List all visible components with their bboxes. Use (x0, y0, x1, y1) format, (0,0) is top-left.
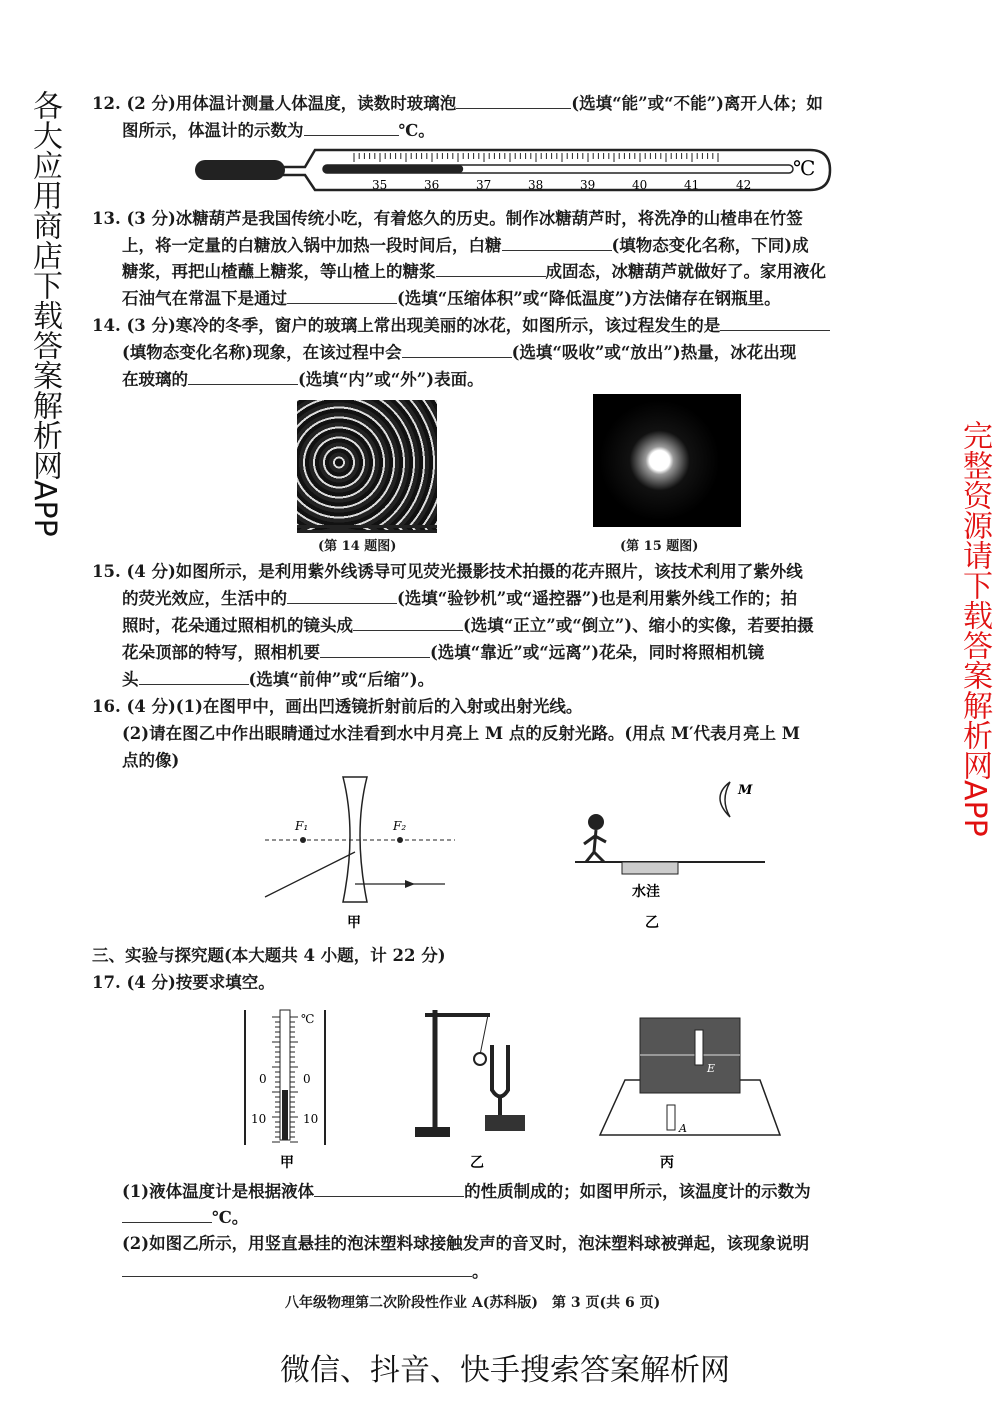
celsius-unit: ℃ (793, 156, 816, 180)
answer-blank[interactable] (456, 107, 571, 109)
candle-e (695, 1030, 703, 1065)
answer-blank[interactable] (314, 1195, 464, 1197)
thermometer-bulb (195, 160, 285, 180)
q17-sub1-line2 (122, 1204, 248, 1228)
q13-text: 上，将一定量的白糖放入锅中加热一段时间后，白糖 (122, 236, 502, 255)
string (480, 1015, 488, 1055)
q12-text: 12. (2 分)用体温计测量人体温度，读数时玻璃泡 (92, 94, 457, 113)
person-head (588, 814, 604, 830)
f1-label: F₁ (295, 819, 309, 833)
q15-line4 (122, 639, 764, 663)
figure-15-caption: (第 15 题图) (620, 539, 699, 554)
q15-text: 花朵顶部的特写，照相机要 (122, 643, 320, 662)
figure-b-caption: 乙 (645, 915, 659, 931)
q14-text: (选填“内”或“外”)表面。 (298, 370, 484, 389)
stand-base (415, 1127, 450, 1137)
fluorescent-flower-photo (593, 394, 741, 527)
liquid-thermometer-figure (235, 1005, 335, 1175)
q13-text: 糖浆，再把山楂蘸上糖浆，等山楂上的糖浆 (122, 262, 436, 281)
q15-text: (选填“正立”或“倒立”)、缩小的实像，若要拍摄 (463, 616, 814, 635)
q15-text: 头 (122, 670, 139, 689)
q13-text: (填物态变化名称，下同)成 (611, 236, 809, 255)
q15-line3 (122, 612, 814, 636)
concave-lens-figure (255, 772, 465, 937)
mercury-column (323, 165, 463, 173)
water-puddle (622, 862, 678, 874)
liquid-column (282, 1090, 288, 1140)
q12-text: (选填“能”或“不能”)离开人体；如 (571, 94, 823, 113)
person-figure (584, 830, 606, 862)
answer-blank[interactable] (320, 656, 430, 658)
label-e: E (707, 1062, 716, 1075)
moon-icon (720, 782, 730, 817)
clinical-thermometer-figure (195, 145, 835, 195)
q15-text: 照时，花朵通过照相机的镜头成 (122, 616, 353, 635)
q17-text: 。 (472, 1262, 489, 1281)
q12-text: ℃。 (398, 121, 435, 140)
tick-label: 35 (372, 178, 388, 192)
q15-text: (选填“靠近”或“远离”)花朵，同时将照相机镜 (430, 643, 765, 662)
answer-blank[interactable] (122, 1275, 472, 1277)
watermark-text: 各大应用商店下载答案解析网APP (27, 90, 62, 537)
resonance-box (485, 1115, 525, 1131)
q15-text: (选填“前伸”或“后缩”)。 (248, 670, 435, 689)
watermark-text-red: 完整资源请下载答案解析网APP (957, 420, 992, 837)
watermark-text: 微信、抖音、快手搜索答案解析网 (280, 1353, 730, 1388)
arrow-icon (405, 880, 415, 888)
answer-blank[interactable] (502, 249, 612, 251)
q14-text: 14. (3 分)寒冷的冬季，窗户的玻璃上常出现美丽的冰花，如图所示，该过程发生的是 (92, 316, 721, 335)
q13-text: 成固态，冰糖葫芦就做好了。家用液化 (545, 262, 826, 281)
q17-sub2-line2 (122, 1258, 489, 1282)
tick-label: 0 (259, 1072, 267, 1086)
q16-line3: 点的像) (122, 751, 180, 770)
tick-label: 40 (632, 178, 648, 192)
q17-sub1-line1 (122, 1178, 811, 1202)
tick-label: 0 (303, 1072, 311, 1086)
figure-b-caption: 乙 (470, 1155, 484, 1171)
q14-text: 在玻璃的 (122, 370, 188, 389)
q12-line1 (92, 90, 823, 114)
moon-puddle-figure (570, 772, 770, 937)
foam-ball (474, 1053, 486, 1065)
q17-text: ℃。 (212, 1208, 249, 1227)
figure-c-caption: 丙 (660, 1155, 674, 1171)
tick-label: 10 (303, 1112, 319, 1126)
q12-text: 图所示，体温计的示数为 (122, 121, 304, 140)
answer-blank[interactable] (402, 356, 512, 358)
q13-line2 (122, 232, 809, 256)
answer-blank[interactable] (436, 275, 546, 277)
tuning-fork-figure (400, 995, 560, 1175)
answer-blank[interactable] (720, 329, 830, 331)
plane-mirror-figure (595, 1010, 785, 1175)
tick-label: 10 (251, 1112, 267, 1126)
q17-sub2-line1: (2)如图乙所示，用竖直悬挂的泡沫塑料球接触发声的音叉时，泡沫塑料球被弹起，该现象说明 (122, 1234, 810, 1253)
tuning-fork (492, 1045, 508, 1097)
focus-f1 (300, 837, 306, 843)
q14-line1 (92, 312, 830, 336)
point-m-label: M (738, 783, 753, 798)
q13-line1: 13. (3 分)冰糖葫芦是我国传统小吃，有着悠久的历史。制作冰糖葫芦时，将洗净的山楂串在竹签 (92, 209, 803, 228)
answer-blank[interactable] (353, 629, 463, 631)
focus-f2 (397, 837, 403, 843)
section-3-heading: 三、实验与探究题(本大题共 4 小题，计 22 分) (92, 946, 446, 965)
f2-label: F₂ (393, 819, 407, 833)
figure-14-caption: (第 14 题图) (318, 539, 397, 554)
q13-text: (选填“压缩体积”或“降低温度”)方法储存在钢瓶里。 (397, 289, 781, 308)
answer-blank[interactable] (122, 1221, 212, 1223)
q16-line1: 16. (4 分)(1)在图甲中，画出凹透镜折射前后的入射或出射光线。 (92, 697, 583, 716)
q17-text: 的性质制成的；如图甲所示，该温度计的示数为 (464, 1182, 811, 1201)
candle-a (667, 1105, 675, 1130)
q15-text: 的荧光效应，生活中的 (122, 589, 287, 608)
q17-text: (1)液体温度计是根据液体 (122, 1182, 315, 1201)
q14-line3 (122, 366, 484, 390)
answer-blank[interactable] (188, 383, 298, 385)
q13-text: 石油气在常温下是通过 (122, 289, 287, 308)
q16-line2: (2)请在图乙中作出眼睛通过水洼看到水中月亮上 M 点的反射光路。(用点 M′代表月亮上 M (122, 724, 801, 743)
tick-label: 39 (580, 178, 596, 192)
tick-label: 37 (476, 178, 492, 192)
q14-line2 (122, 339, 796, 363)
tick-label: 36 (424, 178, 440, 192)
q15-text: (选填“验钞机”或“遥控器”)也是利用紫外线工作的；拍 (397, 589, 798, 608)
q15-line2 (122, 585, 797, 609)
answer-blank[interactable] (139, 683, 249, 685)
label-a: A (679, 1122, 687, 1135)
incident-ray (265, 852, 355, 897)
answer-blank[interactable] (304, 134, 399, 136)
answer-blank[interactable] (287, 602, 397, 604)
q13-line3 (122, 258, 826, 282)
q15-line5 (122, 666, 434, 690)
figure-a-caption: 甲 (280, 1155, 294, 1171)
q12-line2 (122, 117, 435, 141)
q13-line4 (122, 285, 781, 309)
tick-label: 38 (528, 178, 544, 192)
unit-label: ℃ (301, 1012, 315, 1026)
tick-label: 41 (684, 178, 700, 192)
ice-flower-photo (297, 400, 437, 533)
q15-line1: 15. (4 分)如图所示，是利用紫外线诱导可见荧光摄影技术拍摄的花卉照片，该技术利用了紫外线 (92, 562, 803, 581)
answer-blank[interactable] (287, 302, 397, 304)
q17-line1: 17. (4 分)按要求填空。 (92, 973, 275, 992)
figure-a-caption: 甲 (347, 915, 361, 931)
q14-text: (填物态变化名称)现象，在该过程中会 (122, 343, 402, 362)
water-label: 水洼 (632, 884, 660, 900)
q14-text: (选填“吸收”或“放出”)热量，冰花出现 (511, 343, 797, 362)
page-footer: 八年级物理第二次阶段性作业 A(苏科版) 第 3 页(共 6 页) (285, 1295, 661, 1311)
tick-label: 42 (736, 178, 752, 192)
